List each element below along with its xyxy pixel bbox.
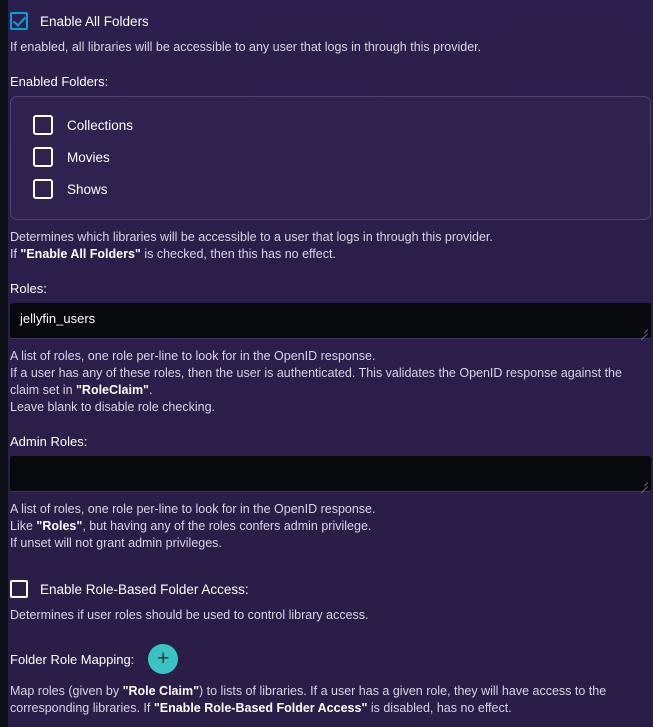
- folder-label-shows: Shows: [67, 181, 108, 197]
- roles-input[interactable]: [10, 303, 651, 339]
- roles-label: Roles:: [10, 281, 47, 296]
- admin-roles-label: Admin Roles:: [10, 434, 88, 449]
- role-based-folder-access-row[interactable]: [8, 568, 653, 598]
- folder-label-collections: Collections: [67, 117, 134, 133]
- helper-pre: claim set in: [10, 383, 76, 397]
- folder-role-mapping-helper-line1: [10, 683, 651, 700]
- helper-bold: "Enable Role-Based Folder Access": [153, 701, 368, 715]
- helper-pre: corresponding libraries. If: [10, 701, 154, 715]
- admin-roles-helper-line3: If unset will not grant admin privileges.: [10, 536, 222, 550]
- enable-all-folders-helper: If enabled, all libraries will be accessible to any user that logs in through this provider.: [10, 40, 482, 54]
- helper-post: ) to lists of libraries. If a user has a given role, they will have access to the: [199, 684, 607, 698]
- admin-roles-input[interactable]: [10, 456, 651, 492]
- admin-roles-helper: [8, 492, 653, 552]
- folder-role-mapping-row: [8, 624, 653, 674]
- enabled-folders-box: [10, 96, 651, 220]
- enable-all-folders-checkbox[interactable]: [10, 12, 28, 30]
- enabled-folders-helper-line2: [10, 246, 651, 263]
- enabled-folders-label: Enabled Folders:: [10, 74, 109, 89]
- helper-bold: "RoleClaim": [76, 383, 149, 397]
- role-based-folder-access-label: Enable Role-Based Folder Access:: [40, 581, 249, 597]
- folder-role-mapping-helper-line2: [10, 700, 651, 717]
- helper-post: is disabled, has no effect.: [367, 701, 512, 715]
- folder-role-mapping-helper: [8, 674, 653, 717]
- enabled-folders-helper-line1: Determines which libraries will be accessible to a user that logs in through this provider.: [10, 230, 493, 244]
- folder-item-shows[interactable]: [11, 173, 650, 205]
- roles-helper-line3: [10, 382, 651, 399]
- helper-bold: "Roles": [36, 519, 83, 533]
- folder-checkbox-shows[interactable]: [33, 179, 53, 199]
- role-based-folder-access-checkbox[interactable]: [10, 580, 28, 598]
- helper-post: is checked, then this has no effect.: [140, 247, 336, 261]
- folder-checkbox-collections[interactable]: [33, 115, 53, 135]
- add-folder-role-mapping-button[interactable]: +: [148, 644, 178, 674]
- helper-pre: Map roles (given by: [10, 684, 123, 698]
- folder-item-collections[interactable]: [11, 109, 650, 141]
- enabled-folders-helper: [8, 220, 653, 263]
- admin-roles-helper-line2: [10, 518, 651, 535]
- helper-bold: "Enable All Folders": [20, 247, 141, 261]
- folder-checkbox-movies[interactable]: [33, 147, 53, 167]
- helper-bold: "Role Claim": [122, 684, 200, 698]
- roles-helper-line4: Leave blank to disable role checking.: [10, 400, 215, 414]
- helper-pre: If: [10, 247, 21, 261]
- roles-helper-line2: If a user has any of these roles, then the user is authenticated. This validates the OpenID response against the: [10, 366, 622, 380]
- left-gutter: [0, 0, 8, 727]
- helper-pre: Like: [10, 519, 37, 533]
- helper-post: .: [148, 383, 153, 397]
- enable-all-folders-row[interactable]: [8, 0, 653, 30]
- roles-textarea-wrap: [10, 303, 651, 339]
- folder-item-movies[interactable]: [11, 141, 650, 173]
- oidc-settings-panel: [8, 0, 653, 727]
- helper-post: , but having any of the roles confers admin privilege.: [82, 519, 372, 533]
- folder-label-movies: Movies: [67, 149, 110, 165]
- folder-role-mapping-label: Folder Role Mapping:: [10, 651, 135, 667]
- role-based-folder-access-helper: Determines if user roles should be used to control library access.: [10, 608, 369, 622]
- roles-helper-line1: A list of roles, one role per-line to look for in the OpenID response.: [10, 349, 376, 363]
- roles-helper: [8, 339, 653, 416]
- admin-roles-textarea-wrap: [10, 456, 651, 492]
- admin-roles-helper-line1: A list of roles, one role per-line to look for in the OpenID response.: [10, 502, 376, 516]
- enable-all-folders-label: Enable All Folders: [40, 13, 149, 29]
